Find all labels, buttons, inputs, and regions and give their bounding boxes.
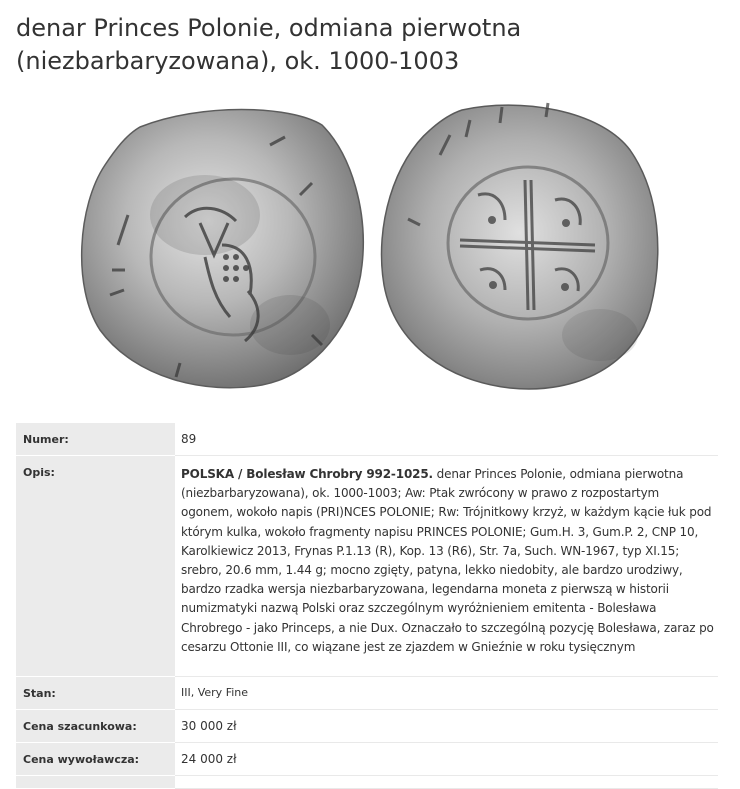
stan-label: Stan: bbox=[16, 677, 175, 710]
cena-wywolawcza-value: 24 000 zł bbox=[175, 743, 718, 776]
row-cena-wywolawcza bbox=[16, 743, 718, 776]
numer-value: 89 bbox=[175, 423, 718, 456]
opis-text: denar Princes Polonie, odmiana pierwotna (niezbarbaryzowana), ok. 1000-1003; Aw: Ptak zwrócony w prawo z rozpostartym ogonem, wokoło napis (PRI)NCES POLONIE; Rw: Trójnitkowy krzyż, w każdym kącie łuk pod którym kulka, wokoło fragmenty napisu PRINCES POLONIE; Gum.H. 3, Gum.P. 2, CNP 10, Karolkiewicz 2013, Frynas P.1.13 (R), Kop. 13 (R6), Str. 7a, Such. WN-1967, typ XI.15; srebro, 20.6 mm, 1.44 g; mocno zgięty, patyna, lekko niedobity, ale bardzo urodziwy, bardzo rzadka wersja niezbarbaryzowana, legendarna moneta z pierwszą w historii numizmatyki nazwą Polski oraz szczególnym wyróżnieniem emitenta - Bolesława Chrobrego - jako Princeps, a nie Dux. Oznaczało to szczególną pozycję Bolesława, zaraz po cesarzu Ottonie III, co wiązane jest ze zjazdem w Gnieźnie w roku tysięcznym bbox=[181, 467, 714, 654]
coin-obverse-image[interactable] bbox=[82, 110, 364, 388]
coin-images-svg bbox=[0, 95, 740, 405]
coin-obverse-dark-patina bbox=[150, 175, 260, 255]
numer-label: Numer: bbox=[16, 423, 175, 456]
cut-off-label bbox=[16, 776, 175, 789]
cena-szacunkowa-value: 30 000 zł bbox=[175, 710, 718, 743]
coin-images bbox=[0, 95, 740, 405]
opis-value bbox=[175, 456, 718, 677]
stan-value: III, Very Fine bbox=[175, 677, 718, 710]
coin-reverse-shadow bbox=[562, 309, 638, 361]
row-numer bbox=[16, 423, 718, 456]
cena-szacunkowa-label: Cena szacunkowa: bbox=[16, 710, 175, 743]
row-cena-szacunkowa bbox=[16, 710, 718, 743]
opis-heading: POLSKA / Bolesław Chrobry 992-1025. bbox=[181, 467, 433, 481]
lot-details-table bbox=[16, 423, 718, 789]
cut-off-value bbox=[175, 776, 718, 789]
opis-label: Opis: bbox=[16, 456, 175, 677]
page-title: denar Princes Polonie, odmiana pierwotna (niezbarbaryzowana), ok. 1000-1003 bbox=[16, 14, 522, 75]
coin-obverse-shadow bbox=[250, 295, 330, 355]
coin-reverse-image[interactable] bbox=[382, 103, 658, 389]
row-opis bbox=[16, 456, 718, 677]
row-cut-off bbox=[16, 776, 718, 789]
row-stan bbox=[16, 677, 718, 710]
cena-wywolawcza-label: Cena wywoławcza: bbox=[16, 743, 175, 776]
